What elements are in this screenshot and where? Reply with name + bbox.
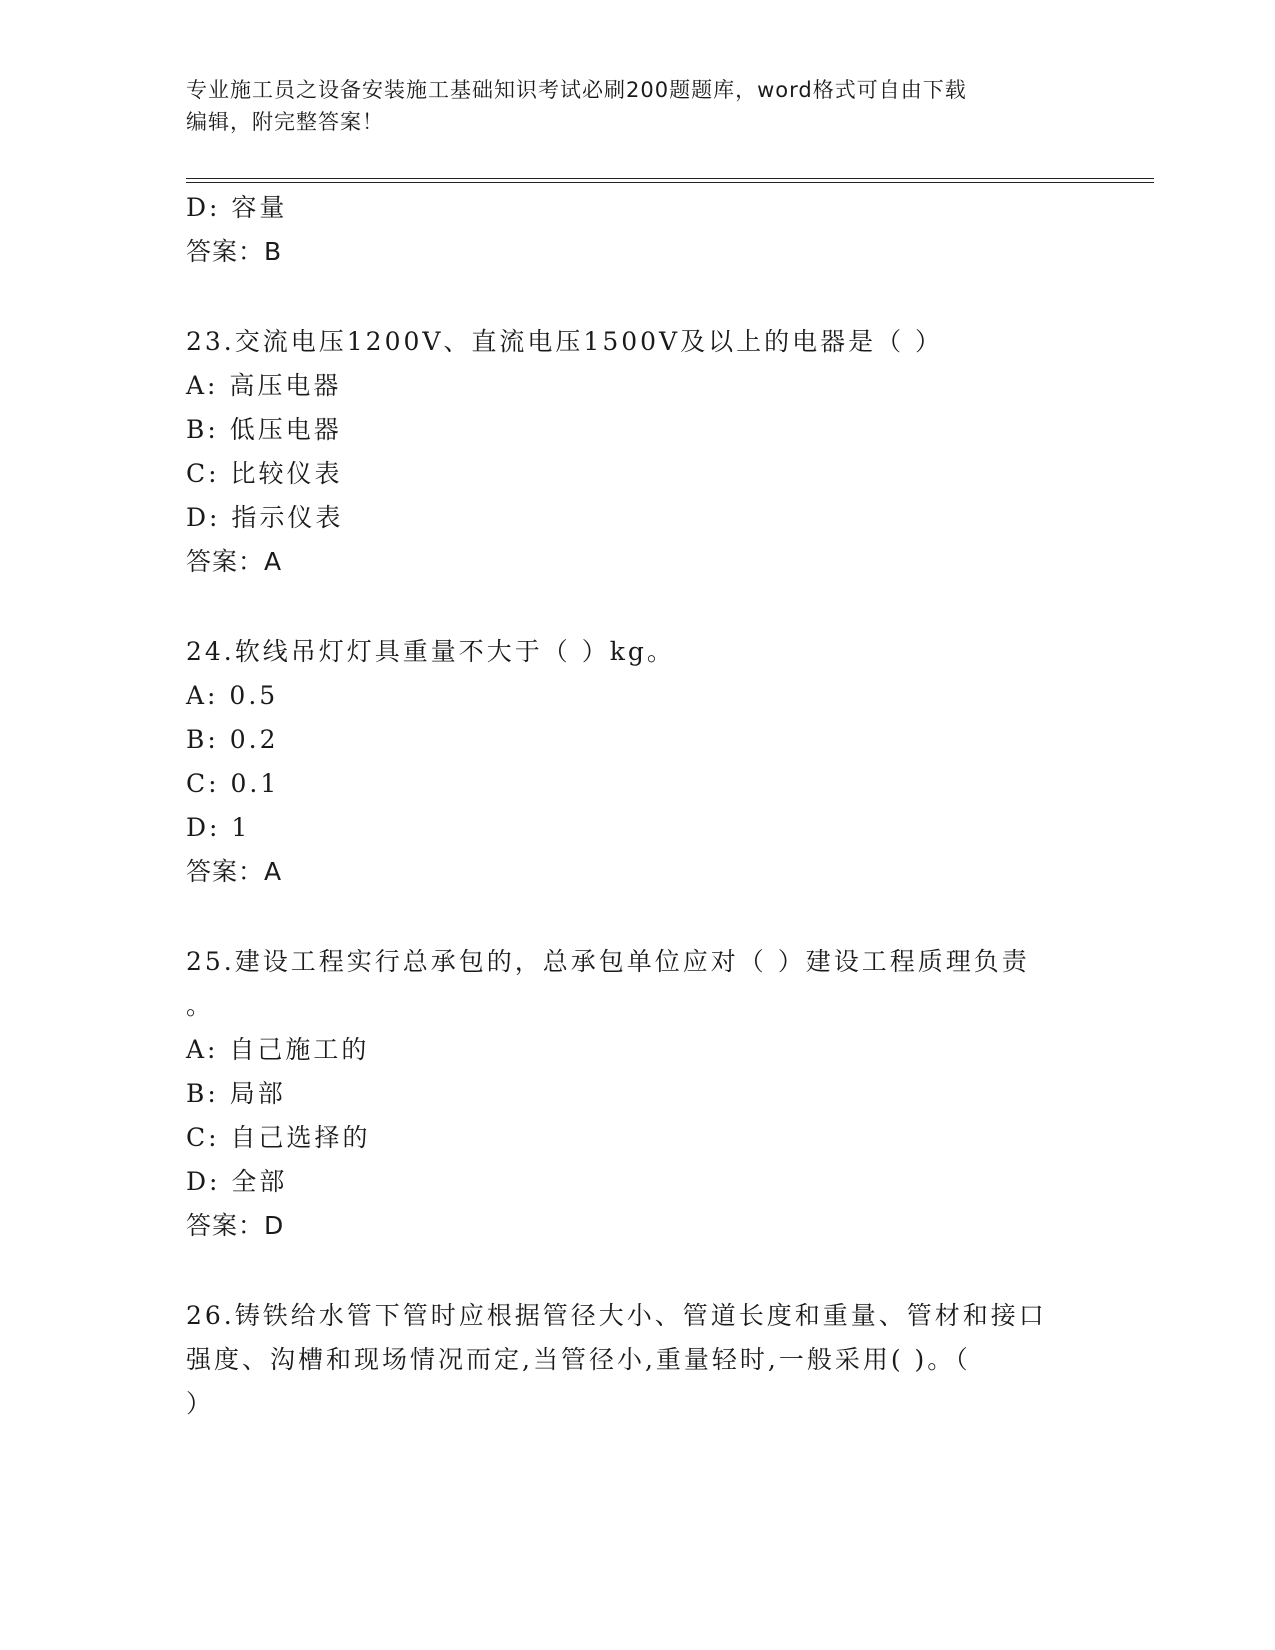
q23-answer: 答案：A <box>186 547 283 576</box>
header-title-line-2: 编辑，附完整答案！ <box>186 110 384 134</box>
q22-option-d: D: 容量 <box>186 193 288 222</box>
q25-question-line-1: 25.建设工程实行总承包的，总承包单位应对（ ）建设工程质理负责 <box>186 947 1030 976</box>
q25-option-b: B: 局部 <box>186 1079 286 1108</box>
q26-question-line-1: 26.铸铁给水管下管时应根据管径大小、管道长度和重量、管材和接口 <box>186 1301 1047 1330</box>
q23-option-c: C: 比较仪表 <box>186 459 343 488</box>
header-divider-bottom <box>186 182 1154 183</box>
q26-question-line-3: ） <box>186 1389 215 1418</box>
q22-answer: 答案：B <box>186 237 283 266</box>
header-title-line-1: 专业施工员之设备安装施工基础知识考试必刷200题题库，word格式可自由下载 <box>186 78 967 102</box>
q25-option-a: A: 自己施工的 <box>186 1035 370 1064</box>
q24-option-a: A: 0.5 <box>186 681 279 710</box>
q25-option-c: C: 自己选择的 <box>186 1123 371 1152</box>
q25-answer: 答案：D <box>186 1211 285 1240</box>
header-divider-top <box>186 178 1154 179</box>
q23-option-b: B: 低压电器 <box>186 415 342 444</box>
q23-option-d: D: 指示仪表 <box>186 503 344 532</box>
q24-option-b: B: 0.2 <box>186 725 279 754</box>
q25-question-line-2: 。 <box>186 991 215 1020</box>
q24-option-d: D: 1 <box>186 813 251 842</box>
q26-question-line-2: 强度、沟槽和现场情况而定,当管径小,重量轻时,一般采用( )。（ <box>186 1345 971 1374</box>
q24-answer: 答案：A <box>186 857 283 886</box>
q23-question: 23.交流电压1200V、直流电压1500V及以上的电器是（ ） <box>186 327 944 356</box>
q24-option-c: C: 0.1 <box>186 769 280 798</box>
q23-option-a: A: 高压电器 <box>186 371 342 400</box>
q25-option-d: D: 全部 <box>186 1167 288 1196</box>
q24-question: 24.软线吊灯灯具重量不大于（ ）kg。 <box>186 637 675 666</box>
document-header <box>186 74 1066 138</box>
